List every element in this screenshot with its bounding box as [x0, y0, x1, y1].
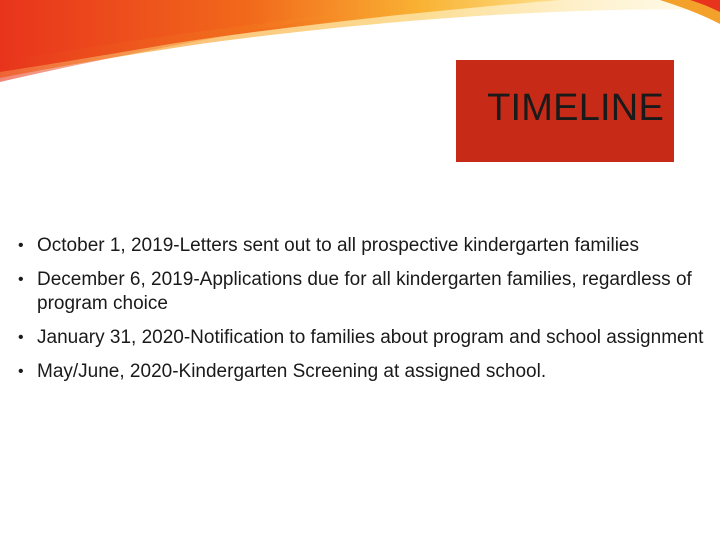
bullet-text: December 6, 2019-Applications due for all kindergarten families, regardless of program choice	[37, 269, 692, 314]
page-title: TIMELINE	[487, 87, 664, 129]
bullet-icon: •	[18, 329, 24, 346]
bullet-icon: •	[18, 363, 24, 380]
bullet-icon: •	[18, 271, 24, 288]
list-item	[18, 326, 708, 350]
list-item	[18, 234, 708, 258]
bullet-text: October 1, 2019-Letters sent out to all prospective kindergarten families	[37, 235, 639, 256]
bullet-list	[18, 234, 708, 394]
bullet-text: May/June, 2020-Kindergarten Screening at assigned school.	[37, 361, 547, 382]
list-item	[18, 360, 708, 384]
list-item	[18, 268, 708, 316]
title-box	[456, 60, 674, 162]
bullet-icon: •	[18, 237, 24, 254]
bullet-text: January 31, 2020-Notification to families about program and school assignment	[37, 327, 704, 348]
